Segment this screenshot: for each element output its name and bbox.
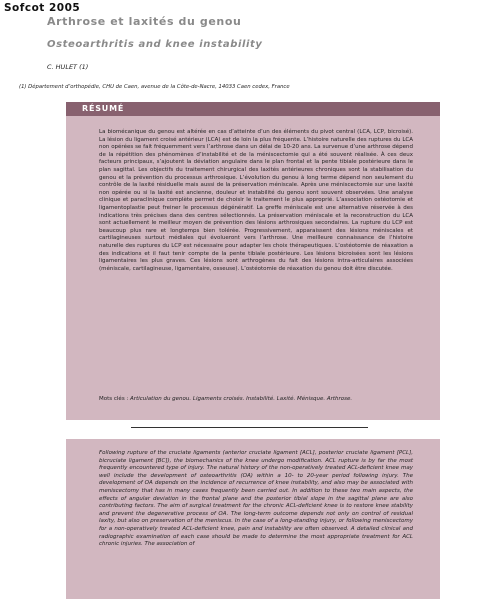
resume-text: La biomécanique du genou est altérée en cas d’atteinte d’un des éléments du pivot central (LCA, LCP, bicroisé). La lésion du ligament croisé antérieur (LCA) est de loin la plus fréquente. L’histoire naturelle des ruptures du LCA non opérées se fait fréquemment vers l’arthrose dans un délai de 10-20 ans. La survenue d’une arthrose dépend de la répétition des phénomènes d’instabilité et de la méniscectomie qui a été souvent réalisée. À ces deux facteurs principaux, s’ajoutent la déviation angulaire dans le plan frontal et la pente tibiale postérieure dans le plan sagittal. Les objectifs du traitement chirurgical des laxités antérieures chroniques sont la stabilisation du genou et la prévention du processus arthrosique. L’évolution du genou à long terme dépend non seulement du contrôle de la laxité résiduelle mais aussi de la préservation méniscale. Après une méniscectomie sur une laxité non opérée ou si la laxité est ancienne, douleur et instabilité du genou sont souvent observées. Une analyse clinique et paraclinique complète permet de choisir le traitement le plus approprié. L’association ostéotomie et ligamentoplastie peut freiner le processus dégénératif. La greffe méniscale est une alternative réservée à des indications très précises dans des centres sélectionnés. La préservation méniscale et la reconstruction du LCA sont actuellement le meilleur moyen de prévention des lésions arthrosiques secondaires. La rupture du LCP est beaucoup plus rare et longtemps bien tolérée. Progressivement, apparaissent des lésions méniscales et cartilagineuses surtout médiales qui évolueront vers l’arthrose. Une meilleure connaissance de l’histoire naturelle des ruptures du LCP est nécessaire pour adapter les choix thérapeutiques. L’ostéotomie de réaxation a des indications et il faut tenir compte de la pente tibiale postérieure. Les lésions bicroisées sont les lésions ligamentaires les plus graves. Ces lésions sont arthrogènes du fait des lésions intra-articulaires associées (méniscale, cartilagineuse, ligamentaire, osseuse). L’ostéotomie de réaxation du genou doit être discutée. bbox=[99, 129, 413, 272]
abstract-text: Following rupture of the cruciate ligaments (anterior cruciate ligament [ACL], posterior cruciate ligament [PCL], bicruciate ligament [BC]), the biomechanics of the knee undergo modification. ACL rupture is by far the most frequently encountered type of injury. The natural history of the non-operatively treated ACL-deficient knee may well include the development of osteoarthritis (OA) within a 10- to 20-year period following injury. The development of OA depends on the incidence of recurrence of knee instability, and also may be associated with meniscectomy that has in many cases frequently been carried out. In addition to these two main aspects, the effects of angular deviation in the frontal plane and the posterior tibial slope in the sagittal plane are also contributing factors. The aim of surgical treatment for the chronic ACL-deficient knee is to restore knee stability and prevent the degenerative process of OA. The long-term outcome depends not only on control of residual laxity, but also on preservation of the meniscus. In the case of a long-standing injury, or following meniscectomy for a non-operatively treated ACL-deficient knee, pain and instability are often observed. A detailed clinical and radiographic examination of each case should be made to determine the most appropriate treatment for ACL chronic injuries. The association of bbox=[99, 450, 413, 548]
resume-box bbox=[66, 102, 440, 420]
keywords-list: Articulation du genou. Ligaments croisés. Instabilité. Laxité. Ménisque. Arthrose. bbox=[130, 396, 353, 402]
resume-heading: RÉSUMÉ bbox=[82, 104, 125, 113]
divider bbox=[131, 427, 368, 428]
keywords bbox=[99, 396, 413, 404]
keywords-label: Mots clés : bbox=[99, 396, 129, 402]
author: C. HULET (1) bbox=[47, 63, 89, 71]
abstract-box bbox=[66, 439, 440, 599]
affiliation: (1) Département d’orthopédie, CHU de Caen, avenue de la Côte-de-Nacre, 14033 Caen cedex, France bbox=[19, 84, 290, 90]
article-title: Arthrose et laxités du genou bbox=[47, 15, 242, 28]
article-subtitle: Osteoarthritis and knee instability bbox=[47, 39, 263, 50]
journal-name: Sofcot 2005 bbox=[4, 2, 81, 14]
resume-header bbox=[66, 102, 440, 116]
